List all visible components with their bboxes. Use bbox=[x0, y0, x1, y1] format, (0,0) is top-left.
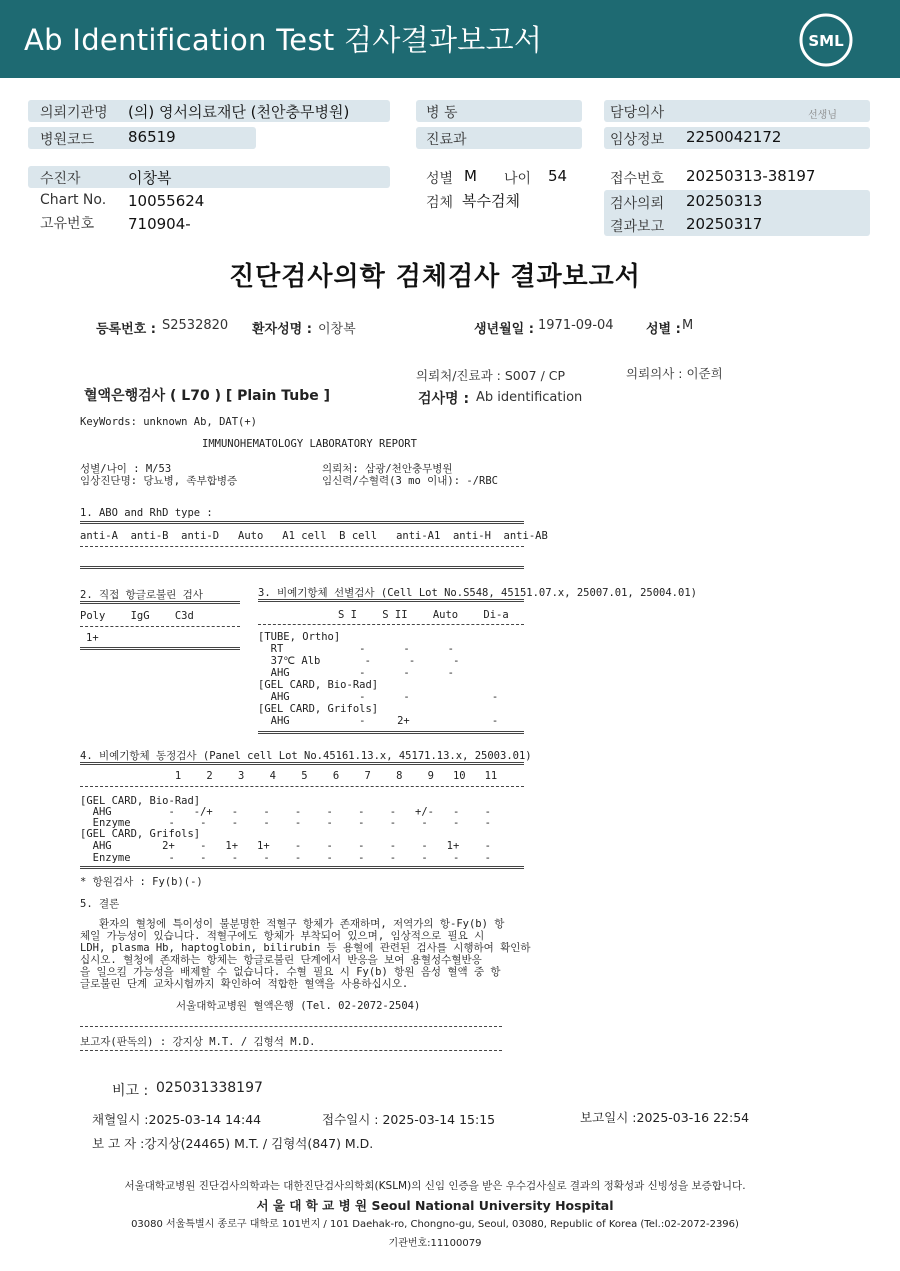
report-label: 결과보고 bbox=[610, 219, 665, 235]
section4-row: [GEL CARD, Grifols] bbox=[80, 828, 201, 840]
code-label: 병원코드 bbox=[40, 132, 95, 148]
age-label: 나이 bbox=[504, 171, 532, 187]
dept-label: 진료과 bbox=[426, 132, 467, 148]
name-label: 환자성명 : bbox=[252, 322, 312, 337]
institution-number: 기관번호:11100079 bbox=[388, 1238, 482, 1249]
line-pregnancy: 임신력/수혈력(3 mo 이내): -/RBC bbox=[322, 475, 498, 487]
lab-reporter: 보고자(판독의) : 강지상 M.T. / 김형석 M.D. bbox=[80, 1036, 316, 1048]
section3-row: AHG - 2+ - bbox=[258, 715, 499, 727]
section3-row: [TUBE, Ortho] bbox=[258, 631, 341, 643]
divider bbox=[258, 731, 524, 734]
dob-label: 생년월일 : bbox=[474, 322, 534, 337]
receipt-label: 접수번호 bbox=[610, 171, 665, 187]
section4-title: 4. 비예기항체 동정검사 (Panel cell Lot No.45161.13.x, 45171.13.x, 25003.01) bbox=[80, 750, 532, 762]
section3-title: 3. 비예기항체 선별검사 (Cell Lot No.S548, 45151.07.x, 25007.01, 25004.01) bbox=[258, 587, 697, 599]
test-name-value: Ab identification bbox=[476, 390, 583, 405]
hospital-address: 03080 서울특별시 종로구 대학로 101번지 / 101 Daehak-ro, Chongno-gu, Seoul, 03080, Republic of Korea (Tel.:02-2072-2396) bbox=[131, 1219, 739, 1230]
divider bbox=[80, 1026, 502, 1027]
divider bbox=[80, 786, 524, 787]
note-value: 025031338197 bbox=[156, 1080, 263, 1096]
section4-row: Enzyme - - - - - - - - - - - bbox=[80, 817, 491, 829]
divider bbox=[80, 601, 240, 604]
section4-row: [GEL CARD, Bio-Rad] bbox=[80, 795, 201, 807]
section3-row: AHG - - - bbox=[258, 667, 454, 679]
report-title: 진단검사의학 검체검사 결과보고서 bbox=[229, 262, 641, 292]
divider bbox=[80, 1050, 502, 1051]
hospital-label: 의뢰기관명 bbox=[40, 105, 108, 121]
keywords: KeyWords: unknown Ab, DAT(+) bbox=[80, 416, 258, 428]
section3-header: S I S II Auto Di-a bbox=[338, 609, 509, 621]
hospital-value: (의) 영서의료재단 (천안충무병원) bbox=[128, 103, 350, 121]
section3-row: 37℃ Alb - - - bbox=[258, 655, 460, 667]
section3-row: [GEL CARD, Bio-Rad] bbox=[258, 679, 379, 691]
section2-value: 1+ bbox=[86, 632, 99, 644]
code-value: 86519 bbox=[128, 128, 176, 146]
divider bbox=[80, 626, 240, 627]
line-diagnosis: 임상진단명: 당뇨병, 족부합병증 bbox=[80, 475, 238, 487]
collect-time: 채혈일시 :2025-03-14 14:44 bbox=[92, 1112, 262, 1127]
reg-value: S2532820 bbox=[162, 318, 229, 333]
blood-bank-contact: 서울대학교병원 혈액은행 (Tel. 02-2072-2504) bbox=[176, 1000, 421, 1012]
id-value: 710904- bbox=[128, 215, 191, 233]
dob-value: 1971-09-04 bbox=[538, 318, 614, 333]
section4-row: AHG - -/+ - - - - - - +/- - - bbox=[80, 806, 491, 818]
section3-row: [GEL CARD, Grifols] bbox=[258, 703, 379, 715]
request-value: 20250313 bbox=[686, 192, 763, 210]
divider bbox=[80, 647, 240, 650]
specimen-value: 복수검체 bbox=[462, 192, 520, 210]
line-from: 의뢰처: 삼광/천안충무병원 bbox=[322, 463, 453, 475]
id-label: 고유번호 bbox=[40, 216, 95, 232]
conclusion-line: LDH, plasma Hb, haptoglobin, bilirubin 등 용혈에 관련된 검사를 시행하여 확인하 bbox=[80, 942, 531, 954]
report-sex-label: 성별 : bbox=[646, 322, 681, 337]
divider bbox=[80, 566, 524, 569]
chart-label: Chart No. bbox=[40, 192, 107, 208]
antigen-test: * 항원검사 : Fy(b)(-) bbox=[80, 876, 203, 888]
divider bbox=[80, 546, 524, 547]
conclusion-line: 체일 가능성이 있습니다. 적혈구에도 항체가 부착되어 있으며, 임상적으로 필요 시 bbox=[80, 930, 485, 942]
conclusion-line: 환자의 혈청에 특이성이 불분명한 적혈구 항체가 존재하며, 저역가의 항-Fy(b) 항 bbox=[80, 918, 505, 930]
divider bbox=[258, 599, 524, 602]
ward-label: 병 동 bbox=[426, 105, 458, 121]
footer-reporter: 보 고 자 :강지상(24465) M.T. / 김형석(847) M.D. bbox=[92, 1136, 374, 1151]
patient-bar bbox=[28, 166, 390, 188]
conclusion-line: 십시오. 혈청에 존재하는 항체는 항글로불린 단계에서 반응을 보여 용혈성수혈반응 bbox=[80, 954, 482, 966]
hospital-name: 서 울 대 학 교 병 원 Seoul National University Hospital bbox=[256, 1198, 614, 1213]
section1-header: anti-A anti-B anti-D Auto A1 cell B cell anti-A1 anti-H anti-AB bbox=[80, 530, 548, 542]
section3-row: RT - - - bbox=[258, 643, 454, 655]
section1-title: 1. ABO and RhD type : bbox=[80, 507, 213, 519]
divider bbox=[258, 624, 524, 625]
requesting-doctor: 의뢰의사 : 이준희 bbox=[626, 366, 723, 381]
conclusion-line: 을 일으킬 가능성을 배제할 수 없습니다. 수혈 필요 시 Fy(b) 항원 음성 혈액 중 항 bbox=[80, 966, 501, 978]
divider bbox=[80, 521, 524, 524]
section2-header: Poly IgG C3d bbox=[80, 610, 194, 622]
sml-logo-icon bbox=[798, 12, 854, 68]
sex-label: 성별 bbox=[426, 171, 454, 187]
test-group: 혈액은행검사 ( L70 ) [ Plain Tube ] bbox=[84, 388, 331, 404]
name-value: 이창복 bbox=[318, 322, 356, 337]
reg-label: 등록번호 : bbox=[96, 322, 156, 337]
receive-time: 접수일시 : 2025-03-14 15:15 bbox=[322, 1112, 496, 1127]
section4-row: Enzyme - - - - - - - - - - - bbox=[80, 852, 491, 864]
patient-value: 이창복 bbox=[128, 169, 172, 187]
page-title: Ab Identification Test 검사결과보고서 bbox=[24, 23, 543, 57]
note-label: 비고 : bbox=[112, 1083, 149, 1099]
lab-heading: IMMUNOHEMATOLOGY LABORATORY REPORT bbox=[202, 438, 417, 450]
clinical-label: 임상정보 bbox=[610, 132, 665, 148]
section3-row: AHG - - - bbox=[258, 691, 499, 703]
header-bar bbox=[0, 0, 900, 78]
specimen-label: 검체 bbox=[426, 195, 454, 211]
certification: 서울대학교병원 진단검사의학과는 대한진단검사의학회(KSLM)의 신임 인증을 받은 우수검사실로 결과의 정확성과 신빙성을 보증합니다. bbox=[124, 1180, 746, 1192]
clinical-value: 2250042172 bbox=[686, 128, 782, 146]
report-time: 보고일시 :2025-03-16 22:54 bbox=[580, 1110, 750, 1125]
age-value: 54 bbox=[548, 167, 568, 185]
report-value: 20250317 bbox=[686, 215, 763, 233]
request-label: 검사의뢰 bbox=[610, 196, 665, 212]
doctor-suffix: 선생님 bbox=[808, 110, 837, 121]
chart-value: 10055624 bbox=[128, 192, 205, 210]
section5-title: 5. 결론 bbox=[80, 898, 120, 910]
section2-title: 2. 직접 항글로불린 검사 bbox=[80, 589, 203, 601]
patient-label: 수진자 bbox=[40, 171, 81, 187]
receipt-value: 20250313-38197 bbox=[686, 167, 816, 185]
dept-line: 의뢰처/진료과 : S007 / CP bbox=[416, 368, 566, 383]
section4-header: 1 2 3 4 5 6 7 8 9 10 11 bbox=[80, 770, 498, 782]
report-sex-value: M bbox=[682, 318, 694, 333]
logo-text: SML bbox=[808, 32, 844, 50]
section4-row: AHG 2+ - 1+ 1+ - - - - - 1+ - bbox=[80, 840, 491, 852]
divider bbox=[80, 866, 524, 869]
test-name-label: 검사명 : bbox=[418, 391, 470, 407]
conclusion-line: 글로불린 단계 교차시험까지 확인하여 적합한 혈액을 사용하십시오. bbox=[80, 978, 409, 990]
doctor-label: 담당의사 bbox=[610, 105, 665, 121]
divider bbox=[80, 762, 524, 765]
sex-value: M bbox=[464, 167, 477, 185]
line-sex-age: 성별/나이 : M/53 bbox=[80, 463, 172, 475]
